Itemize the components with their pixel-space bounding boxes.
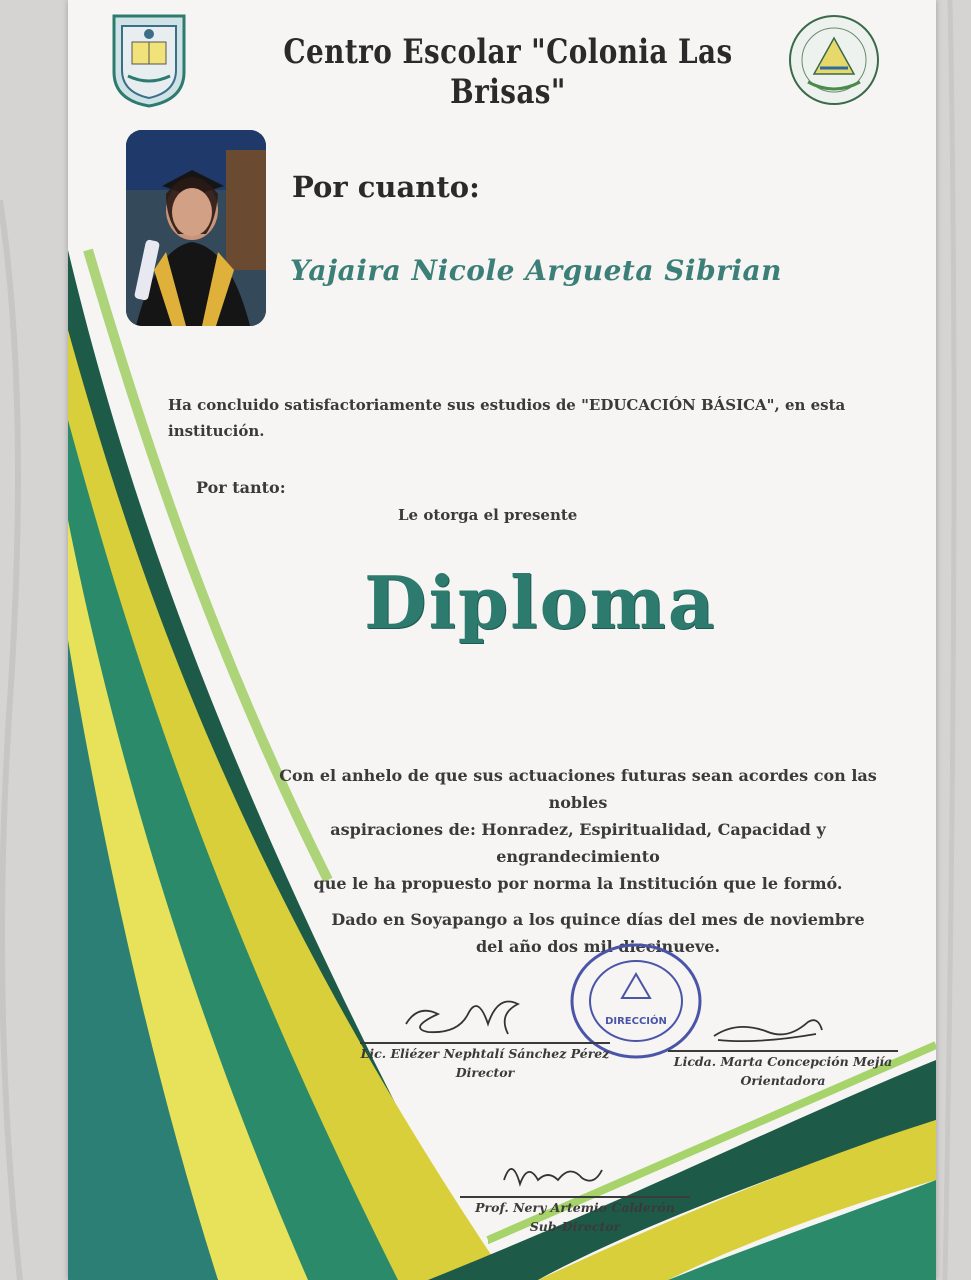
graduate-portrait-icon bbox=[126, 130, 266, 326]
national-coat-of-arms-icon bbox=[786, 12, 882, 108]
aspirations-line-2: aspiraciones de: Honradez, Espiritualidad, Capacidad y engrandecimiento bbox=[330, 820, 826, 866]
orientadora-role: Orientadora bbox=[740, 1072, 826, 1088]
subdirector-signature-block bbox=[460, 1196, 690, 1236]
school-name-title: Centro Escolar "Colonia Las Brisas" bbox=[283, 32, 733, 112]
issue-date-line-2: del año dos mil diecinueve. bbox=[475, 937, 721, 956]
subdirector-name: Prof. Nery Artemio Calderón bbox=[475, 1199, 675, 1215]
otorga-text: Le otorga el presente bbox=[398, 506, 578, 524]
por-cuanto-heading: Por cuanto: bbox=[292, 170, 480, 204]
aspirations-paragraph bbox=[248, 762, 908, 897]
completion-statement bbox=[168, 392, 868, 444]
completion-line-2: institución. bbox=[168, 422, 265, 440]
aspirations-line-3: que le ha propuesto por norma la Institución que le formó. bbox=[313, 874, 843, 893]
diploma-title: Diploma bbox=[364, 560, 717, 645]
director-name: Lic. Eliézer Nephtalí Sánchez Pérez bbox=[360, 1045, 610, 1061]
director-signature bbox=[398, 984, 548, 1044]
issue-date-line-1: Dado en Soyapango a los quince días del mes de noviembre bbox=[331, 910, 865, 929]
orientadora-signature-block bbox=[668, 1050, 898, 1090]
stamp-text: DIRECCIÓN bbox=[605, 1016, 667, 1027]
por-tanto-heading: Por tanto: bbox=[196, 478, 286, 497]
orientadora-name: Licda. Marta Concepción Mejía bbox=[673, 1053, 893, 1069]
diploma-paper bbox=[68, 0, 936, 1280]
subdirector-role: Sub-Director bbox=[529, 1218, 621, 1234]
orientadora-signature bbox=[708, 1010, 828, 1054]
student-photo bbox=[126, 130, 266, 326]
completion-line-1: Ha concluido satisfactoriamente sus estudios de "EDUCACIÓN BÁSICA", en esta bbox=[168, 396, 846, 414]
aspirations-line-1: Con el anhelo de que sus actuaciones futuras sean acordes con las nobles bbox=[279, 766, 877, 812]
director-role: Director bbox=[455, 1064, 515, 1080]
director-signature-block bbox=[360, 1042, 610, 1082]
school-crest-icon bbox=[108, 12, 190, 108]
subdirector-signature bbox=[498, 1150, 608, 1196]
student-name: Yajaira Nicole Argueta Sibrian bbox=[290, 254, 783, 287]
